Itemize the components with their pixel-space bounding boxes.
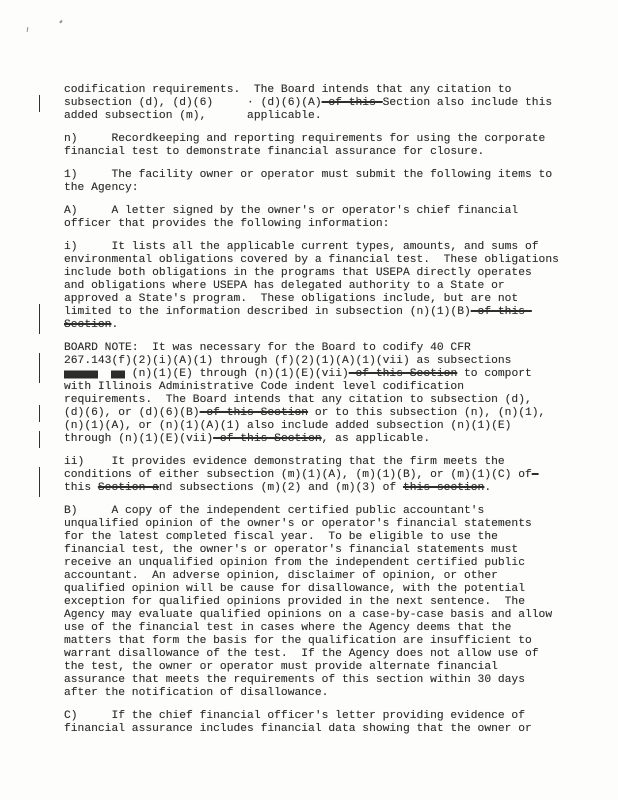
text-line: accountant. An adverse opinion, disclaimer of opinion, or other (64, 570, 498, 582)
text-line: exception for qualified opinions provided in the next sentence. The (64, 596, 525, 608)
text-line-change-barred: limited to the information described in subsection (n)(1)(B) of this (64, 306, 570, 319)
text-line: added subsection (m), applicable. (64, 110, 322, 122)
paragraph-B-cpa-opinion (64, 505, 570, 700)
text-line-change-barred: (n)(1)(E) through (n)(1)(E)(vii) of this Section to comport (64, 368, 570, 381)
text-line: financial test to demonstrate financial assurance for closure. (64, 146, 485, 158)
redacted-overstrike (64, 371, 98, 379)
text-line: use of the financial test in cases where the Agency deems that the (64, 622, 512, 634)
paragraph-C-cfo-letter (64, 710, 570, 736)
paragraph-1-facility-owner (64, 169, 570, 195)
redacted-overstrike (111, 371, 125, 379)
text-line: receive an unqualified opinion from the independent certified public (64, 557, 525, 569)
text-line: after the notification of disallowance. (64, 687, 329, 699)
text-line: unqualified opinion of the owner's or operator's financial statements (64, 518, 532, 530)
text-line: ii) It provides evidence demonstrating that the firm meets the (64, 456, 505, 468)
text-line-change-barred: conditions of either subsection (m)(1)(A), (m)(1)(B), or (m)(1)(C) of (64, 469, 570, 482)
text-line: (n)(1)(A), or (n)(1)(A)(1) also include added subsection (n)(1)(E) (64, 420, 512, 432)
text-line: the Agency: (64, 182, 139, 194)
paragraph-board-note (64, 342, 570, 446)
text-line: qualified opinion will be cause for disallowance, with the potential (64, 583, 525, 595)
paragraph-ii-evidence (64, 456, 570, 495)
text-line: for the latest completed fiscal year. To be eligible to use the (64, 531, 498, 543)
text-line: matters that form the basis for the qualification are insufficient to (64, 635, 532, 647)
text-line: Agency may evaluate qualified opinions on a case-by-case basis and allow (64, 609, 553, 621)
text-line: officer that provides the following information: (64, 218, 390, 230)
text-line: 1) The facility owner or operator must submit the following items to (64, 169, 553, 181)
paragraph-A-letter (64, 205, 570, 231)
text-line: environmental obligations covered by a financial test. These obligations (64, 254, 559, 266)
text-line: approved a State's program. These obligations include, but are not (64, 293, 519, 305)
text-line: financial assurance includes financial data showing that the owner or (64, 723, 532, 735)
text-line: B) A copy of the independent certified public accountant's (64, 505, 485, 517)
text-line-change-barred: (d)(6), or (d)(6)(B) of this Section or to this subsection (n), (n)(1), (64, 407, 570, 420)
paragraph-n-recordkeeping (64, 133, 570, 159)
text-line: financial test, the owner's or operator's financial statements must (64, 544, 519, 556)
text-line-change-barred: subsection (d), (d)(6) · (d)(6)(A) of this Section also include this (64, 97, 570, 110)
text-line: with Illinois Administrative Code indent level codification (64, 381, 464, 393)
text-line: codification requirements. The Board intends that any citation to (64, 84, 512, 96)
text-line-change-barred: this Section and subsections (m)(2) and (m)(3) of this section. (64, 482, 570, 495)
text-line: C) If the chief financial officer's letter providing evidence of (64, 710, 525, 722)
text-line: include both obligations in the programs that USEPA directly operates (64, 267, 532, 279)
text-line: warrant disallowance of the test. If the Agency does not allow use of (64, 648, 539, 660)
text-line: BOARD NOTE: It was necessary for the Board to codify 40 CFR (64, 342, 471, 354)
text-line: n) Recordkeeping and reporting requirements for using the corporate (64, 133, 546, 145)
pencil-mark (27, 27, 29, 32)
paragraph-i-obligations (64, 241, 570, 332)
document-text-block (64, 84, 570, 746)
text-line-change-barred: through (n)(1)(E)(vii) of this Section, as applicable. (64, 433, 570, 446)
text-line: i) It lists all the applicable current types, amounts, and sums of (64, 241, 539, 253)
text-line: and obligations where USEPA has delegated authority to a State or (64, 280, 505, 292)
paragraph-codification-intro (64, 84, 570, 123)
text-line: the test, the owner or operator must provide alternate financial (64, 661, 498, 673)
text-line: assurance that meets the requirements of this section within 30 days (64, 674, 525, 686)
text-line-change-barred: 267.143(f)(2)(i)(A)(1) through (f)(2)(1)(A)(1)(vii) as subsections (64, 355, 570, 368)
text-line-change-barred: Section. (64, 319, 570, 332)
text-line: requirements. The Board intends that any citation to subsection (d), (64, 394, 532, 406)
text-line: A) A letter signed by the owner's or operator's chief financial (64, 205, 519, 217)
pencil-mark (59, 20, 62, 23)
